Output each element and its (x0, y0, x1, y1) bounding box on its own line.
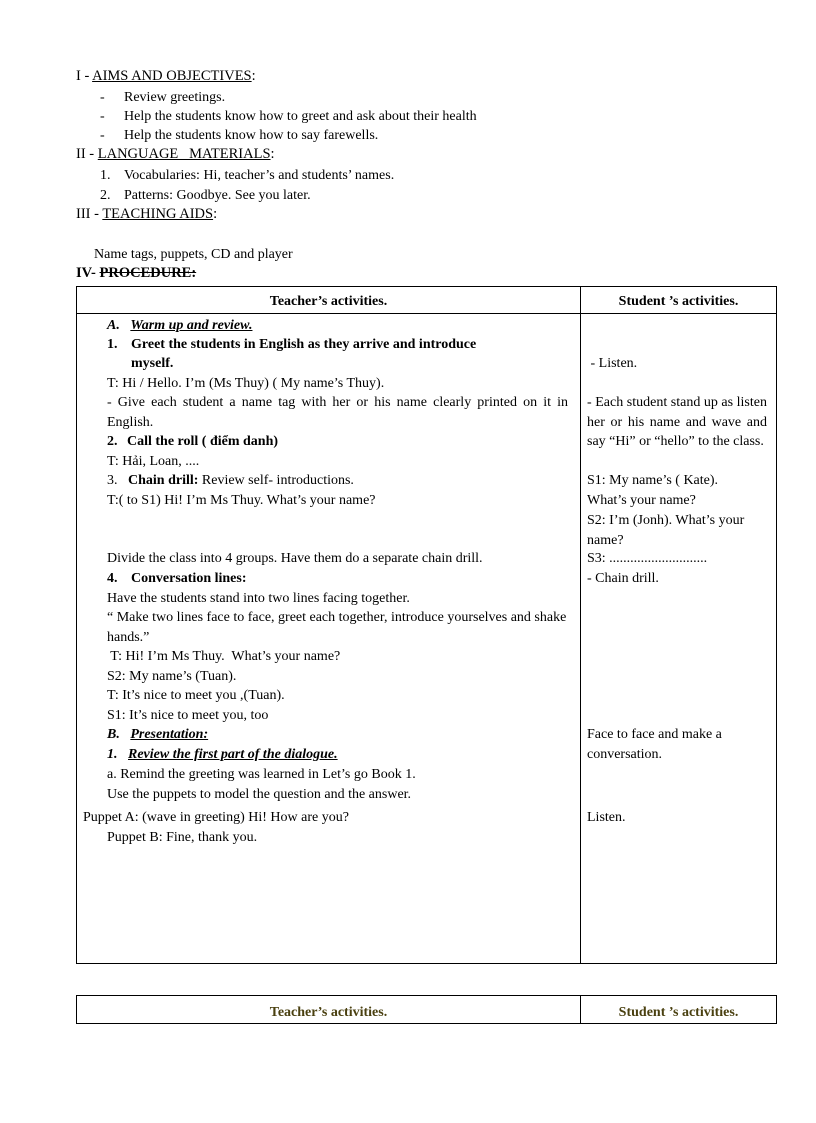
aims-bullet: - (100, 90, 105, 105)
conversation-title: Conversation lines: (131, 571, 247, 586)
section-2-title: LANGUAGE MATERIALS (97, 146, 271, 162)
aims-item: Help the students know how to greet and ask about their health (124, 109, 477, 124)
presentation-heading (107, 725, 208, 745)
materials-number: 2. (100, 188, 111, 203)
student-s2-jonh: S2: I’m (Jonh). What’s your name? (587, 513, 745, 548)
puppets-model-text: Use the puppets to model the question and the answer. (107, 787, 412, 802)
chain-drill-title: Chain drill: (128, 473, 199, 488)
teacher-activities-header-2: Teacher’s activities. (269, 1005, 388, 1020)
puppet-b-line: Puppet B: Fine, thank you. (107, 830, 258, 845)
puppet-a-line: Puppet A: (wave in greeting) Hi! How are you? (83, 810, 349, 825)
warm-up-heading (107, 316, 252, 336)
review-title: Review the first part of the dialogue. (128, 747, 338, 762)
conversation-number: 4. (107, 571, 118, 586)
give-name-tag-text: - Give each student a name tag with her or his name clearly printed on it in English. (107, 395, 568, 430)
greet-number: 1. (107, 337, 118, 352)
teacher-activities-header: Teacher’s activities. (269, 294, 388, 309)
teacher-to-s1-line: T:( to S1) Hi! I’m Ms Thuy. What’s your name? (107, 493, 376, 508)
teaching-aids-content: Name tags, puppets, CD and player (94, 247, 293, 262)
section-2-heading (76, 145, 275, 165)
chain-drill-step (107, 471, 354, 491)
student-s3: S3: ............................ (587, 551, 708, 566)
greet-step-line2: myself. (131, 356, 174, 371)
student-s1-kate: S1: My name’s ( Kate). (587, 473, 719, 488)
teacher-nice-line: T: It’s nice to meet you ,(Tuan). (107, 688, 285, 703)
s2-tuan-line: S2: My name’s (Tuan). (107, 669, 237, 684)
s1-nice-line: S1: It’s nice to meet you, too (107, 708, 269, 723)
student-listen-2: Listen. (587, 810, 626, 825)
section-4-heading (76, 264, 196, 284)
chain-drill-number: 3. (107, 473, 118, 488)
part-a-title: Warm up and review. (130, 318, 253, 333)
section-3-number: III - (76, 206, 103, 222)
remind-greeting-text: a. Remind the greeting was learned in Let’s go Book 1. (107, 767, 416, 782)
materials-item: Patterns: Goodbye. See you later. (124, 188, 311, 203)
make-lines-text: “ Make two lines face to face, greet each together, introduce yourselves and shake hands.” (107, 610, 567, 645)
part-b-title: Presentation: (130, 727, 209, 742)
teacher-hi-again-line: T: Hi! I’m Ms Thuy. What’s your name? (107, 649, 341, 664)
section-1-title: AIMS AND OBJECTIVES (92, 68, 252, 84)
greet-step-line1: Greet the students in English as they arrive and introduce (131, 337, 477, 352)
student-face-to-face: Face to face and make a conversation. (587, 727, 722, 762)
section-1-number: I - (76, 68, 93, 84)
section-1-colon: : (251, 68, 256, 84)
part-b-label: B. (107, 727, 120, 742)
student-stand-up-text: - Each student stand up as listen her or his name and wave and say “Hi” or “hello” to the class. (587, 395, 767, 449)
have-students-text: Have the students stand into two lines facing together. (107, 591, 410, 606)
student-listen: - Listen. (587, 356, 638, 371)
divide-class-text: Divide the class into 4 groups. Have them do a separate chain drill. (107, 551, 483, 566)
aims-item: Help the students know how to say farewells. (124, 128, 379, 143)
table-column-divider (580, 286, 581, 964)
part-a-label: A. (107, 318, 120, 333)
section-3-title: TEACHING AIDS (102, 206, 214, 222)
chain-drill-desc: Review self- introductions. (198, 473, 354, 488)
teacher-names-line: T: Hải, Loan, .... (107, 454, 200, 469)
materials-item: Vocabularies: Hi, teacher’s and students’ names. (124, 168, 395, 183)
section-2-number: II - (76, 146, 98, 162)
section-3-colon: : (213, 206, 218, 222)
review-dialogue-heading (107, 745, 338, 765)
student-whats-name: What’s your name? (587, 493, 696, 508)
student-activities-header: Student ’s activities. (618, 294, 739, 309)
call-roll-title: Call the roll ( điểm danh) (127, 434, 279, 449)
aims-bullet: - (100, 109, 105, 124)
student-activities-header-2: Student ’s activities. (618, 1005, 739, 1020)
table-header-divider (76, 313, 777, 314)
section-1-heading (76, 67, 256, 87)
section-2-colon: : (270, 146, 275, 162)
materials-number: 1. (100, 168, 111, 183)
section-4-number: IV- (76, 265, 100, 281)
aims-item: Review greetings. (124, 90, 226, 105)
review-number: 1. (107, 747, 118, 762)
section-4-title: PROCEDURE: (99, 265, 197, 281)
teacher-hi-line: T: Hi / Hello. I’m (Ms Thuy) ( My name’s Thuy). (107, 376, 385, 391)
aims-bullet: - (100, 128, 105, 143)
section-3-heading (76, 205, 217, 225)
call-roll-number: 2. (107, 434, 118, 449)
student-chain-drill: - Chain drill. (587, 571, 659, 586)
